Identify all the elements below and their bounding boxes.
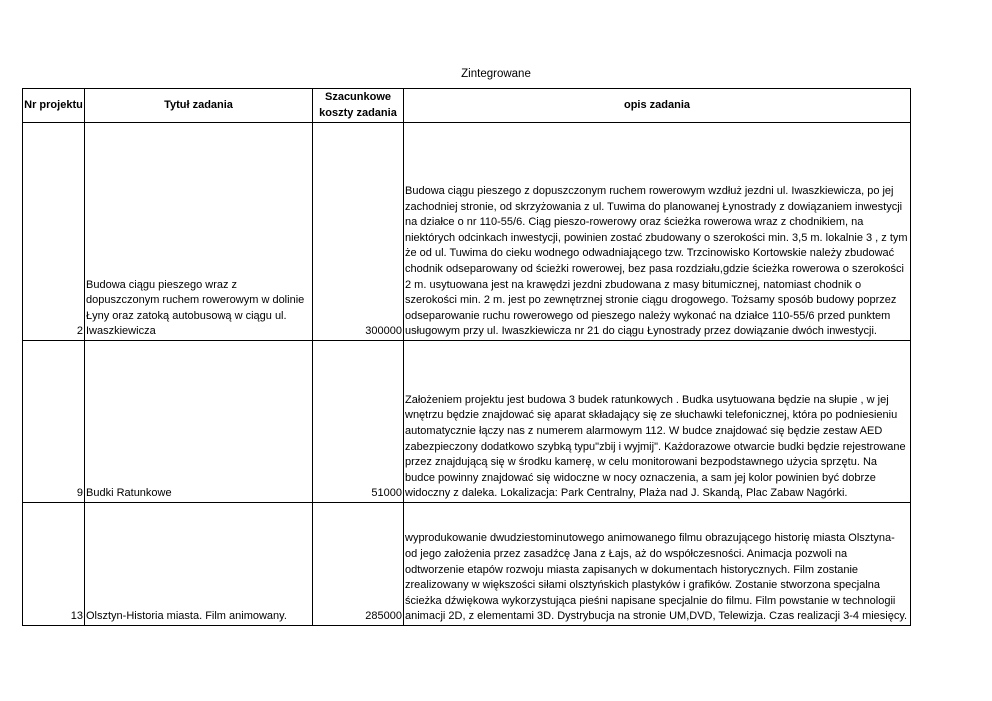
header-title: Tytuł zadania xyxy=(85,89,313,123)
cell-title: Budowa ciągu pieszego wraz z dopuszczonym ruchem rowerowym w dolinie Łyny oraz zatoką autobusową w ciągu ul. Iwaszkiewicza xyxy=(85,123,313,341)
cell-nr: 2 xyxy=(23,123,85,341)
header-nr: Nr projektu xyxy=(23,89,85,123)
cell-cost: 285000 xyxy=(313,503,404,626)
cell-desc: wyprodukowanie dwudziestominutowego animowanego filmu obrazującego historię miasta Olsztyna- od jego założenia przez zasadźcę Jana z Łajs, aż do współczesności. Animacja pozwoli na odtworzenie etapów rozwoju miasta zapisanych w dokumentach historycznych. Film zostanie zrealizowany w większości siłami olsztyńskich plastyków i grafików. Zostanie stworzona specjalna ścieżka dźwiękowa wykorzystująca pieśni napisane specjalnie do filmu. Film powstanie w technologii animacji 2D, z elementami 3D. Dystrybucja na stronie UM,DVD, Telewizja. Czas realizacji 3-4 miesięcy. xyxy=(404,503,911,626)
cell-title: Olsztyn-Historia miasta. Film animowany. xyxy=(85,503,313,626)
cell-cost: 51000 xyxy=(313,341,404,503)
cell-title: Budki Ratunkowe xyxy=(85,341,313,503)
table-row xyxy=(23,341,911,503)
cell-nr: 9 xyxy=(23,341,85,503)
sheet-title: Zintegrowane xyxy=(461,68,531,80)
header-row xyxy=(23,89,911,123)
header-cost: Szacunkowe koszty zadania xyxy=(313,89,404,123)
header-desc: opis zadania xyxy=(404,89,911,123)
cell-nr: 13 xyxy=(23,503,85,626)
cell-cost: 300000 xyxy=(313,123,404,341)
projects-table xyxy=(22,88,911,626)
table-row xyxy=(23,503,911,626)
table-row xyxy=(23,123,911,341)
cell-desc: Budowa ciągu pieszego z dopuszczonym ruchem rowerowym wzdłuż jezdni ul. Iwaszkiewicza, po jej zachodniej stronie, od skrzyżowania z ul. Tuwima do planowanej Łynostrady z dowiązaniem inwestycji na działce o nr 110-55/6. Ciąg pieszo-rowerowy oraz ścieżka rowerowa wraz z chodnikiem, na niektórych odcinkach inwestycji, powinien zostać zbudowany o szerokości min. 3,5 m. lokalnie 3 , z tym że od ul. Tuwima do cieku wodnego odwadniającego tzw. Trzcinowisko Kortowskie należy zbudować chodnik odseparowany od ścieżki rowerowej, bez pasa rozdziału,gdzie ścieżka rowerowa o szerokości 2 m. usytuowana jest na krawędzi jezdni zbudowana z masy bitumicznej, natomiast chodnik o szerokości min. 2 m. jest po zewnętrznej stronie ciągu drogowego. Tożsamy sposób budowy poprzez odseparowanie ruchu rowerowego od pieszego należy wykonać na działce 110-55/6 przed punktem usługowym przy ul. Iwaszkiewicza nr 21 do ciągu Łynostrady przez dowiązanie dwóch inwestycji. xyxy=(404,123,911,341)
cell-desc: Założeniem projektu jest budowa 3 budek ratunkowych . Budka usytuowana będzie na słupie , w jej wnętrzu będzie znajdować się aparat składający się ze słuchawki telefonicznej, która po podniesieniu automatycznie łączy nas z numerem alarmowym 112. W budce znajdować się będzie zestaw AED zabezpieczony dodatkowo szybką typu"zbij i wyjmij". Każdorazowe otwarcie budki będzie rejestrowane przez znajdującą się w środku kamerę, w celu monitorowani bezpodstawnego użycia sprzętu. Na budce powinny znajdować się widoczne w nocy oznaczenia, a sam jej kolor powinien być dobrze widoczny z daleka. Lokalizacja: Park Centralny, Plaża nad J. Skandą, Plac Zabaw Nagórki. xyxy=(404,341,911,503)
